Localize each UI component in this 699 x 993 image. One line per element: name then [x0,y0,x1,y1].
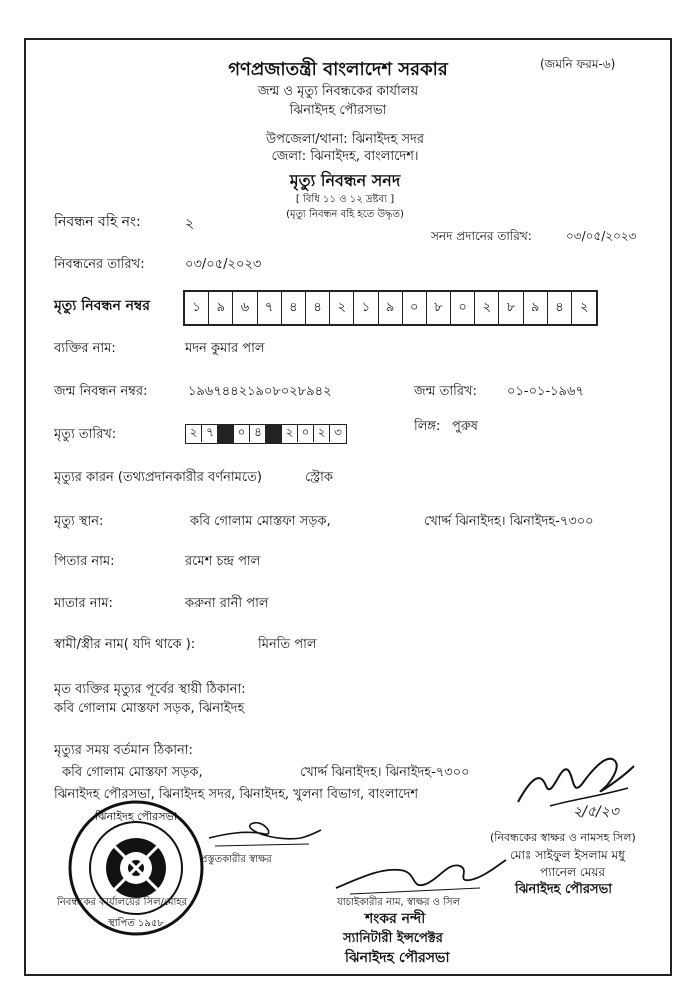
death-reg-number-boxes [183,290,598,326]
death-reg-number-label: মৃত্যু নিবন্ধন নম্বর [54,298,150,314]
verifier-signature [330,848,510,898]
issue-date-label: সনদ প্রদানের তারিখ: [431,229,532,243]
permanent-address-label: মৃত ব্যক্তির মৃত্যুর পূর্বের স্থায়ী ঠিকানা: [54,682,246,697]
father-label: পিতার নাম: [54,554,115,569]
present-address-line1b: খোর্দ্দ ঝিনাইদহ। ঝিনাইদহ-৭৩০০ [300,765,470,780]
death-cause-value: স্ট্রোক [305,470,333,485]
death-cause-label: মৃত্যুর কারন (তথ্যপ্রদানকারীর বর্ণনামতে) [54,470,262,485]
death-year-box [281,424,347,444]
birth-reg-number-value: ১৯৬৭৪৪২১৯০৮০২৮৯৪২ [188,384,332,399]
digit-box: ০ [451,292,475,324]
digit-box: ৪ [306,292,330,324]
handwritten-date: ২/৫/২৩ [573,804,619,820]
digit-box: ৪ [282,292,306,324]
registration-date-label: নিবন্ধনের তারিখ: [54,257,145,272]
permanent-address-value: কবি গোলাম মোস্তফা সড়ক, ঝিনাইদহ [54,701,245,716]
mother-label: মাতার নাম: [54,596,113,611]
registrar-name: মোঃ সাইফুল ইসলাম মধু [510,848,625,862]
person-name-value: মদন কুমার পাল [185,341,265,356]
day-digit: ২ [186,425,202,442]
verifier-title: স্যানিটারী ইন্সপেক্টর [343,931,443,946]
office-seal-caption: নিবন্ধকের কার্যালয়ের সিল/মোহর [57,897,188,908]
birth-date-value: ০১-০১-১৯৬৭ [507,384,584,399]
preparer-signature [205,808,325,854]
digit-box: ১ [185,292,209,324]
office-title: জন্ম ও মৃত্যু নিবন্ধকের কার্যালয় [257,84,419,99]
father-value: রমেশ চন্দ্র পাল [185,554,261,569]
issue-date-value: ০৩/০৫/২০২৩ [566,229,637,243]
digit-box: ৪ [548,292,572,324]
digit-box: ২ [330,292,354,324]
upazila-line: উপজেলা/থানা: ঝিনাইদহ সদর [265,132,425,147]
digit-box: ২ [579,299,589,315]
source-note: (মৃত্যু নিবন্ধন বহি হতে উদ্ধৃত) [286,209,404,220]
municipality-title: ঝিনাইদহ পৌরসভা [289,103,387,118]
death-place-value-2: খোর্দ্দ ঝিনাইদহ। ঝিনাইদহ-৭৩০০ [424,514,594,529]
death-day-box [185,424,219,444]
year-digit: ৩ [334,424,342,439]
seal-text: ঝিনাইদহ পৌরসভা [95,810,177,823]
registrar-title: প্যানেল মেয়র [540,865,606,879]
present-address-line2: ঝিনাইদহ পৌরসভা, ঝিনাইদহ সদর, ঝিনাইদহ, খুলনা বিভাগ, বাংলাদেশ [54,787,419,802]
gender-label: লিঙ্গ: [414,419,441,434]
spouse-value: মিনতি পাল [258,637,317,652]
government-title: গণপ্রজাতন্ত্রী বাংলাদেশ সরকার [228,59,448,80]
day-digit: ৭ [206,424,214,439]
year-digit: ২ [282,425,298,442]
death-place-label: মৃত্যু স্থান: [54,514,104,529]
registrar-office: ঝিনাইদহ পৌরসভা [515,882,613,897]
year-digit: ২ [314,425,330,442]
form-tag: (জমনি ফরম-৬) [540,57,616,71]
verifier-caption: যাচাইকারীর নাম, স্বাক্ষর ও সিল [337,897,461,908]
digit-box: ৯ [379,292,403,324]
birth-date-label: জন্ম তারিখ: [414,384,477,399]
register-book-label: নিবন্ধন বহি নং: [54,214,141,230]
death-date-label: মৃত্যু তারিখ: [54,427,117,442]
death-month-box [233,424,267,444]
digit-box: ৬ [233,292,257,324]
digit-box: ২ [475,292,499,324]
municipality-seal [66,798,206,938]
date-separator [217,424,233,444]
spouse-label: স্বামী/স্ত্রীর নাম( যদি থাকে ): [54,637,196,652]
certificate-title: মৃত্যু নিবন্ধন সনদ [289,171,401,190]
person-name-label: ব্যক্তির নাম: [54,341,116,356]
birth-reg-number-label: জন্ম নিবন্ধন নম্বর: [54,384,148,399]
present-address-line1a: কবি গোলাম মোস্তফা সড়ক, [62,765,203,780]
digit-box: ৮ [427,292,451,324]
seal-year: স্থাপিত ১৯৫৮ [108,918,164,929]
month-digit: ৪ [254,424,262,439]
gender-value: পুরুষ [452,419,478,434]
digit-box: ৯ [209,292,233,324]
digit-box: ৯ [524,292,548,324]
district-line: জেলা: ঝিনাইদহ, বাংলাদেশ। [271,149,419,164]
digit-box: ০ [403,292,427,324]
mother-value: করুনা রানী পাল [185,596,269,611]
digit-box: ৮ [499,292,523,324]
register-book-value: ২ [185,216,195,232]
death-place-value: কবি গোলাম মোস্তফা সড়ক, [190,514,331,529]
digit-box: ৭ [258,292,282,324]
digit-box: ১ [354,292,378,324]
present-address-label: মৃত্যুর সময় বর্তমান ঠিকানা: [54,743,193,758]
preparer-caption: প্রস্তুতকারীর স্বাক্ষর [200,854,272,865]
registration-date-value: ০৩/০৫/২০২৩ [185,257,262,272]
year-digit: ০ [298,425,314,442]
month-digit: ০ [234,425,250,442]
date-separator [265,424,281,444]
registrar-caption: (নিবন্ধকের স্বাক্ষর ও নামসহ সিল) [490,831,636,844]
verifier-name: শংকর নন্দী [365,911,426,927]
verifier-office: ঝিনাইদহ পৌরসভা [345,950,450,966]
rule-reference: [ বিধি ১১ ও ১২ দ্রষ্টব্য ] [295,194,395,205]
